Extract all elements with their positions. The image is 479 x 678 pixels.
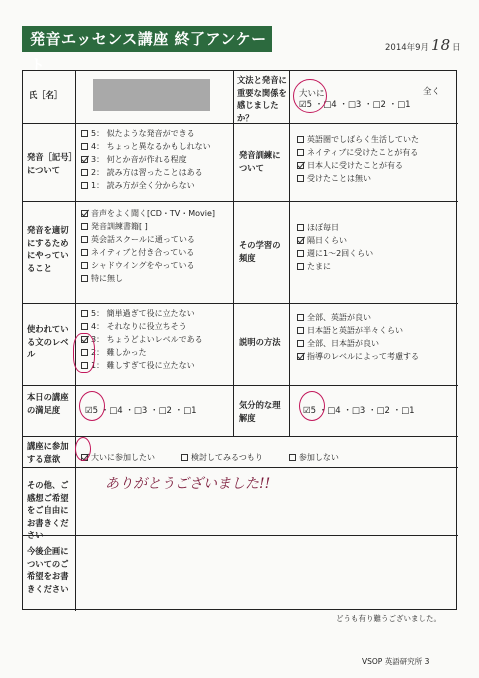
sentence-options	[81, 307, 203, 372]
sentence-option[interactable]	[81, 346, 203, 359]
participation-option[interactable]	[181, 453, 263, 462]
checkbox-icon[interactable]	[289, 454, 296, 461]
method-option-label: ネイティブと付き合っている	[91, 248, 195, 257]
participation-options	[81, 445, 365, 464]
training-option-label: 受けたことは無い	[307, 174, 371, 183]
pronunciation-option[interactable]	[81, 153, 211, 166]
name-label: 氏［名］	[29, 90, 63, 100]
pronunciation-option-label: 4： ちょっと異なるかもしれない	[91, 142, 211, 151]
pronunciation-option-label: 2： 読み方は習ったことはある	[91, 168, 203, 177]
checkbox-icon[interactable]	[297, 340, 304, 347]
handwritten-circle-understanding	[299, 391, 325, 421]
pronunciation-option-label: 5： 似たような発音ができる	[91, 129, 195, 138]
satisfaction-label: 本日の講座の満足度	[27, 392, 69, 415]
explain-option-label: 全部、英語が良い	[307, 313, 371, 322]
handwritten-circle-satisfaction	[79, 391, 105, 421]
training-option-label: 英語圏でしばらく生活していた	[307, 135, 419, 144]
explain-options	[297, 311, 419, 363]
future-label: 今後企画についてのご希望をお書きください	[27, 546, 69, 594]
pronunciation-option[interactable]	[81, 166, 211, 179]
sentence-option[interactable]	[81, 307, 203, 320]
checkbox-icon[interactable]	[81, 130, 88, 137]
date-suffix: 日	[452, 43, 461, 53]
handwritten-comment: ありがとうございました!!	[105, 476, 271, 492]
grammar-scale[interactable]: ☑5 ・□4 ・□3 ・□2 ・□1	[299, 100, 411, 110]
checkbox-icon[interactable]	[297, 250, 304, 257]
method-option-label: 英会話スクールに通っている	[91, 235, 195, 244]
explain-option-label: 指導のレベルによって考慮する	[307, 352, 419, 361]
comments-label: その他、ご感想ご希望をご自由にお書きください	[27, 480, 69, 540]
participation-label: 講座に参加する意欲	[27, 441, 69, 464]
checked-checkbox-icon[interactable]	[297, 353, 304, 360]
checkbox-icon[interactable]	[297, 263, 304, 270]
method-option-label: 音声をよく聞く[CD・TV・Movie]	[91, 209, 216, 218]
explain-option[interactable]	[297, 324, 419, 337]
training-option[interactable]	[297, 159, 419, 172]
explain-label: 説明の方法	[239, 337, 281, 347]
handwritten-circle	[293, 79, 327, 113]
sentence-option-label: 4： それなりに役立ちそう	[91, 322, 187, 331]
checkbox-icon[interactable]	[297, 175, 304, 182]
frequency-option-label: たまに	[307, 262, 331, 271]
checkbox-icon[interactable]	[81, 310, 88, 317]
frequency-option-label: 週に1〜2回くらい	[307, 249, 374, 258]
thanks-text: どうも有り難うございました。	[336, 614, 441, 623]
training-option-label: 日本人に受けたことが有る	[307, 161, 403, 170]
training-options	[297, 133, 419, 185]
method-option[interactable]	[81, 259, 215, 272]
training-option[interactable]	[297, 146, 419, 159]
method-label: 発音を適切にするためにやっていること	[27, 225, 69, 273]
checkbox-icon[interactable]	[81, 223, 88, 230]
checkbox-icon[interactable]	[81, 275, 88, 282]
organization-footer: VSOP 英語研究所 3	[362, 657, 430, 666]
checkbox-icon[interactable]	[81, 236, 88, 243]
handwritten-bracket	[73, 333, 95, 373]
training-option[interactable]	[297, 172, 419, 185]
sentence-option[interactable]	[81, 359, 203, 372]
checkbox-icon[interactable]	[297, 224, 304, 231]
pronunciation-option[interactable]	[81, 127, 211, 140]
method-option-label: 発音訓練書籍[ ]	[91, 222, 148, 231]
method-option[interactable]	[81, 233, 215, 246]
grammar-label: 文法と発音に重要な関係を感じましたか？	[237, 75, 287, 123]
checkbox-icon[interactable]	[81, 169, 88, 176]
pronunciation-option-label: 3： 何とか音が作れる程度	[91, 155, 187, 164]
understanding-scale[interactable]: ☑5 ・□4 ・□3 ・□2 ・□1	[303, 406, 415, 416]
explain-option[interactable]	[297, 337, 419, 350]
frequency-option[interactable]	[297, 247, 373, 260]
training-option[interactable]	[297, 133, 419, 146]
method-option-label: シャドウイングをやっている	[91, 261, 195, 270]
frequency-option-label: ほぼ毎日	[307, 223, 339, 232]
checked-checkbox-icon[interactable]	[297, 237, 304, 244]
pronunciation-option[interactable]	[81, 140, 211, 153]
frequency-options	[297, 221, 373, 273]
frequency-option-label: 隔日くらい	[307, 236, 347, 245]
frequency-option[interactable]	[297, 221, 373, 234]
method-option[interactable]	[81, 246, 215, 259]
pronunciation-option-label: 1： 読み方が全く分からない	[91, 181, 195, 190]
participation-option-label: 参加しない	[298, 453, 339, 462]
page-title: 発音エッセンス講座 終了アンケート	[22, 26, 272, 52]
training-option-label: ネイティブに受けたことが有る	[307, 148, 419, 157]
pronunciation-label: 発音［記号］について	[27, 152, 73, 175]
training-label: 発音訓練について	[239, 150, 281, 173]
pronunciation-options	[81, 127, 211, 192]
checkbox-icon[interactable]	[297, 314, 304, 321]
checked-checkbox-icon[interactable]	[81, 210, 88, 217]
checkbox-icon[interactable]	[297, 136, 304, 143]
checkbox-icon[interactable]	[297, 327, 304, 334]
checked-checkbox-icon[interactable]	[81, 156, 88, 163]
method-option[interactable]	[81, 272, 215, 285]
checkbox-icon[interactable]	[81, 249, 88, 256]
pronunciation-option[interactable]	[81, 179, 211, 192]
satisfaction-scale[interactable]: ☑5 ・□4 ・□3 ・□2 ・□1	[85, 406, 197, 416]
participation-option[interactable]	[289, 453, 339, 462]
sentence-option-label: 5： 簡単過ぎて役に立たない	[91, 309, 195, 318]
explain-option[interactable]	[297, 350, 419, 363]
frequency-label: その学習の頻度	[239, 240, 281, 263]
sentence-option-label: 1： 難しすぎて役に立たない	[91, 361, 195, 370]
date-day: 18	[431, 36, 451, 54]
sentence-option-label: 2： 難しかった	[91, 348, 147, 357]
frequency-option[interactable]	[297, 260, 373, 273]
checkbox-icon[interactable]	[297, 149, 304, 156]
checkbox-icon[interactable]	[81, 323, 88, 330]
grammar-scale-top-right: 全く	[423, 87, 441, 97]
participation-option-label: 大いに参加したい	[91, 453, 155, 462]
checkbox-icon[interactable]	[81, 143, 88, 150]
method-option[interactable]	[81, 207, 215, 220]
method-options	[81, 207, 215, 285]
survey-form	[22, 70, 457, 610]
sentence-level-label: 使われている文のレベル	[27, 324, 69, 359]
redacted-name	[93, 79, 210, 111]
participation-option-label: 検討してみるつもり	[191, 453, 263, 462]
participation-option[interactable]	[81, 453, 155, 462]
frequency-option[interactable]	[297, 234, 373, 247]
understanding-label: 気分的な理解度	[239, 400, 281, 423]
grammar-scale-top-left: 大いに	[299, 89, 325, 99]
survey-date	[385, 36, 461, 54]
checkbox-icon[interactable]	[81, 182, 88, 189]
sentence-option[interactable]	[81, 320, 203, 333]
explain-option[interactable]	[297, 311, 419, 324]
checkbox-icon[interactable]	[81, 262, 88, 269]
handwritten-circle-participation	[75, 437, 91, 461]
date-prefix: 2014年9月	[385, 43, 430, 53]
checked-checkbox-icon[interactable]	[297, 162, 304, 169]
explain-option-label: 全部、日本語が良い	[307, 339, 379, 348]
checkbox-icon[interactable]	[181, 454, 188, 461]
sentence-option[interactable]	[81, 333, 203, 346]
method-option-label: 特に無し	[91, 274, 123, 283]
explain-option-label: 日本語と英語が半々くらい	[307, 326, 403, 335]
sentence-option-label: 3： ちょうどよいレベルである	[91, 335, 203, 344]
method-option[interactable]	[81, 220, 215, 233]
